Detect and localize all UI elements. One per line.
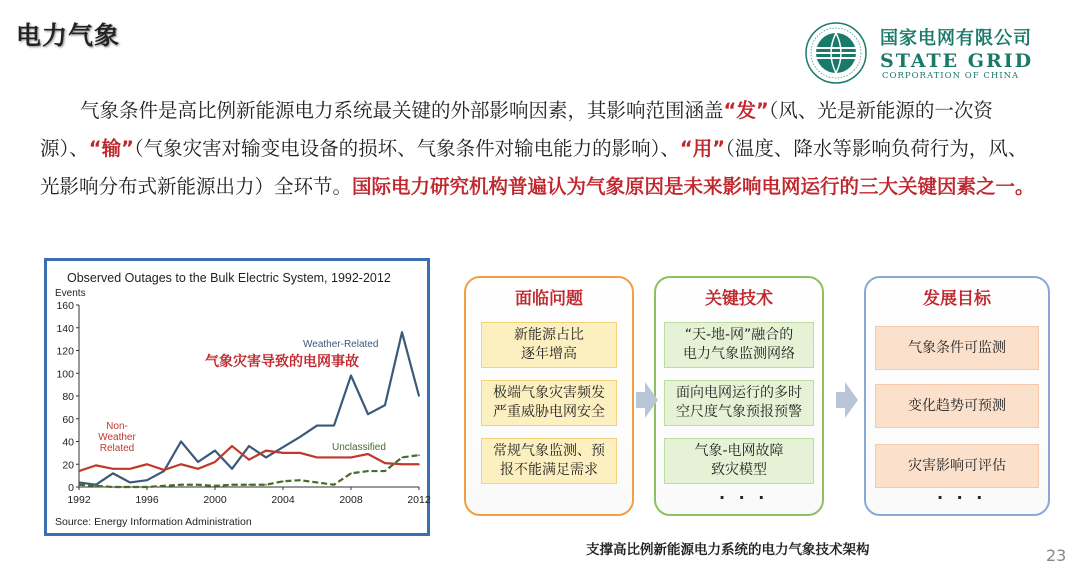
diagram-item (875, 326, 1039, 370)
data-point-weather-related (248, 445, 250, 447)
data-point-weather-related (316, 425, 318, 427)
data-point-unclassified (401, 457, 403, 459)
outage-chart (44, 258, 430, 536)
diagram-item-text (683, 326, 795, 364)
para-text-4: （温度、降水等影响负荷行为，风、光影响分布式新能源出力）全环节。 (40, 137, 1028, 198)
data-point-weather-related (112, 473, 114, 475)
diagram-item-line: 常规气象监测、预 (493, 443, 605, 459)
diagram-item (664, 438, 814, 484)
data-point-unclassified (163, 485, 165, 487)
data-point-non-weather-related (350, 457, 352, 459)
diagram-item-text (493, 384, 605, 422)
intro-paragraph (40, 92, 1044, 206)
y-tick-label: 20 (62, 459, 74, 472)
state-grid-emblem-icon (796, 20, 876, 86)
y-tick-label: 160 (56, 300, 74, 312)
data-point-non-weather-related (333, 457, 335, 459)
diagram-item-line: 灾害影响可评估 (908, 457, 1006, 474)
data-point-non-weather-related (282, 452, 284, 454)
data-point-non-weather-related (197, 468, 199, 470)
data-point-weather-related (265, 457, 267, 459)
column-heading: 发展目标 (923, 289, 991, 309)
chart-source: Source: Energy Information Administration (55, 516, 252, 528)
data-point-unclassified (384, 470, 386, 472)
series-label-unclassified: Unclassified (332, 442, 386, 453)
data-point-unclassified (299, 479, 301, 481)
column-heading: 关键技术 (705, 289, 773, 309)
series-label-non-weather-related: Weather (98, 432, 136, 443)
data-point-unclassified (95, 485, 97, 487)
diagram-item (664, 322, 814, 368)
diagram-item-text (908, 457, 1006, 476)
keyword-generation: “发” (723, 99, 769, 122)
emphasis-sentence: 国际电力研究机构普遍认为气象原因是未来影响电网运行的三大关键因素之一。 (352, 175, 1035, 198)
x-tick-label: 2012 (407, 494, 431, 506)
data-point-weather-related (350, 375, 352, 377)
series-label-non-weather-related: Related (99, 443, 135, 454)
data-point-unclassified (367, 470, 369, 472)
page-number: 23 (1046, 546, 1067, 565)
data-point-unclassified (197, 484, 199, 486)
data-point-weather-related (333, 425, 335, 427)
x-tick-label: 2000 (203, 494, 227, 506)
keyword-consumption: “用” (679, 137, 726, 160)
diagram-item-text (493, 442, 605, 480)
flow-arrow-icon (636, 380, 658, 420)
data-point-unclassified (282, 481, 284, 483)
data-point-unclassified (248, 484, 250, 486)
data-point-non-weather-related (401, 463, 403, 465)
diagram-item-line: 气象条件可监测 (908, 339, 1006, 356)
flow-arrow-icon (836, 380, 858, 420)
data-point-non-weather-related (146, 463, 148, 465)
data-point-unclassified (333, 484, 335, 486)
chart-title: Observed Outages to the Bulk Electric System, 1992-2012 (67, 271, 391, 285)
data-point-weather-related (180, 441, 182, 443)
data-point-weather-related (214, 450, 216, 452)
diagram-item (481, 438, 617, 484)
column-2 (654, 276, 824, 516)
diagram-item (875, 444, 1039, 488)
data-point-non-weather-related (163, 469, 165, 471)
column-3 (864, 276, 1050, 516)
data-point-non-weather-related (129, 468, 131, 470)
diagram-item (481, 322, 617, 368)
data-point-weather-related (129, 482, 131, 484)
data-point-non-weather-related (418, 463, 420, 465)
diagram-item (481, 380, 617, 426)
data-point-non-weather-related (180, 463, 182, 465)
ellipsis-marker: · · · (937, 488, 987, 507)
data-point-non-weather-related (112, 468, 114, 470)
chart-y-label: Events (55, 288, 86, 299)
diagram-item-text (514, 326, 584, 364)
diagram-item (664, 380, 814, 426)
series-label-non-weather-related: Non- (106, 421, 128, 432)
column-1 (464, 276, 634, 516)
data-point-weather-related (401, 332, 403, 334)
y-tick-label: 40 (62, 436, 74, 449)
data-point-unclassified (316, 482, 318, 484)
para-text-2: （风、光是新能源的一次资源）、 (40, 99, 993, 160)
y-tick-label: 140 (56, 322, 74, 335)
y-tick-label: 0 (68, 482, 74, 494)
data-point-weather-related (367, 413, 369, 415)
data-point-unclassified (129, 486, 131, 488)
data-point-unclassified (231, 484, 233, 486)
data-point-weather-related (78, 482, 80, 484)
diagram-item-text (676, 384, 802, 422)
ellipsis-marker: · · · (719, 488, 769, 507)
diagram-item-line: 面向电网运行的多时 (676, 385, 802, 401)
diagram-item (875, 384, 1039, 428)
x-tick-label: 2004 (271, 494, 295, 506)
column-heading: 面临问题 (515, 289, 583, 309)
data-point-unclassified (78, 484, 80, 486)
data-point-weather-related (282, 446, 284, 448)
para-text-1: 气象条件是高比例新能源电力系统最关键的外部影响因素，其影响范围涵盖 (80, 99, 724, 122)
data-point-unclassified (265, 484, 267, 486)
data-point-unclassified (418, 454, 420, 456)
diagram-item-line: 报不能满足需求 (500, 462, 598, 478)
x-tick-label: 1996 (135, 494, 159, 506)
data-point-unclassified (146, 486, 148, 488)
data-point-non-weather-related (231, 445, 233, 447)
y-tick-label: 120 (56, 345, 74, 358)
diagram-item-line: 新能源占比 (514, 327, 584, 343)
para-text-3: （气象灾害对输变电设备的损坏、气象条件对输电能力的影响）、 (133, 137, 680, 160)
x-tick-label: 1992 (67, 494, 91, 506)
data-point-non-weather-related (214, 461, 216, 463)
data-point-non-weather-related (78, 470, 80, 472)
diagram-item-text (908, 397, 1006, 416)
data-point-non-weather-related (265, 450, 267, 452)
data-point-non-weather-related (384, 462, 386, 464)
data-point-unclassified (350, 473, 352, 475)
diagram-item-line: 气象-电网故障 (694, 443, 784, 459)
diagram-item-line: 电力气象监测网络 (683, 346, 795, 362)
data-point-non-weather-related (95, 465, 97, 467)
data-point-unclassified (180, 484, 182, 486)
logo-english-name: STATE GRID (880, 50, 1034, 72)
diagram-item-text (694, 442, 783, 480)
diagram-item-line: 极端气象灾害频发 (493, 385, 605, 401)
diagram-item-line: “天-地-网”融合的 (684, 327, 794, 343)
data-point-non-weather-related (316, 457, 318, 459)
data-point-weather-related (384, 404, 386, 406)
outage-chart-svg (47, 261, 431, 533)
diagram-item-line: 严重威胁电网安全 (493, 404, 605, 420)
chart-annotation: 气象灾害导致的电网事故 (205, 354, 359, 370)
diagram-item-line: 逐年增高 (521, 346, 577, 362)
data-point-weather-related (197, 461, 199, 463)
diagram-item-line: 变化趋势可预测 (908, 397, 1006, 414)
keyword-transmission: “输” (88, 137, 134, 160)
diagram-item-line: 空尺度气象预报预警 (676, 404, 802, 420)
y-tick-label: 60 (62, 413, 74, 426)
data-point-non-weather-related (367, 453, 369, 455)
diagram-item-line: 致灾模型 (711, 462, 767, 478)
page-title: 电力气象 (16, 21, 121, 50)
state-grid-logo (796, 20, 1066, 86)
data-point-weather-related (418, 395, 420, 397)
data-point-unclassified (112, 486, 114, 488)
logo-chinese-name: 国家电网有限公司 (880, 28, 1032, 49)
data-point-non-weather-related (299, 452, 301, 454)
data-point-weather-related (231, 468, 233, 470)
diagram-caption: 支撑高比例新能源电力系统的电力气象技术架构 (586, 542, 870, 558)
x-tick-label: 2008 (339, 494, 363, 506)
diagram-item-text (908, 339, 1006, 358)
data-point-weather-related (146, 479, 148, 481)
series-label-weather-related: Weather-Related (303, 339, 379, 350)
logo-subtitle: CORPORATION OF CHINA (882, 71, 1020, 81)
data-point-unclassified (214, 485, 216, 487)
y-tick-label: 80 (62, 391, 74, 403)
data-point-weather-related (299, 436, 301, 438)
y-tick-label: 100 (56, 368, 74, 381)
data-point-non-weather-related (248, 459, 250, 461)
